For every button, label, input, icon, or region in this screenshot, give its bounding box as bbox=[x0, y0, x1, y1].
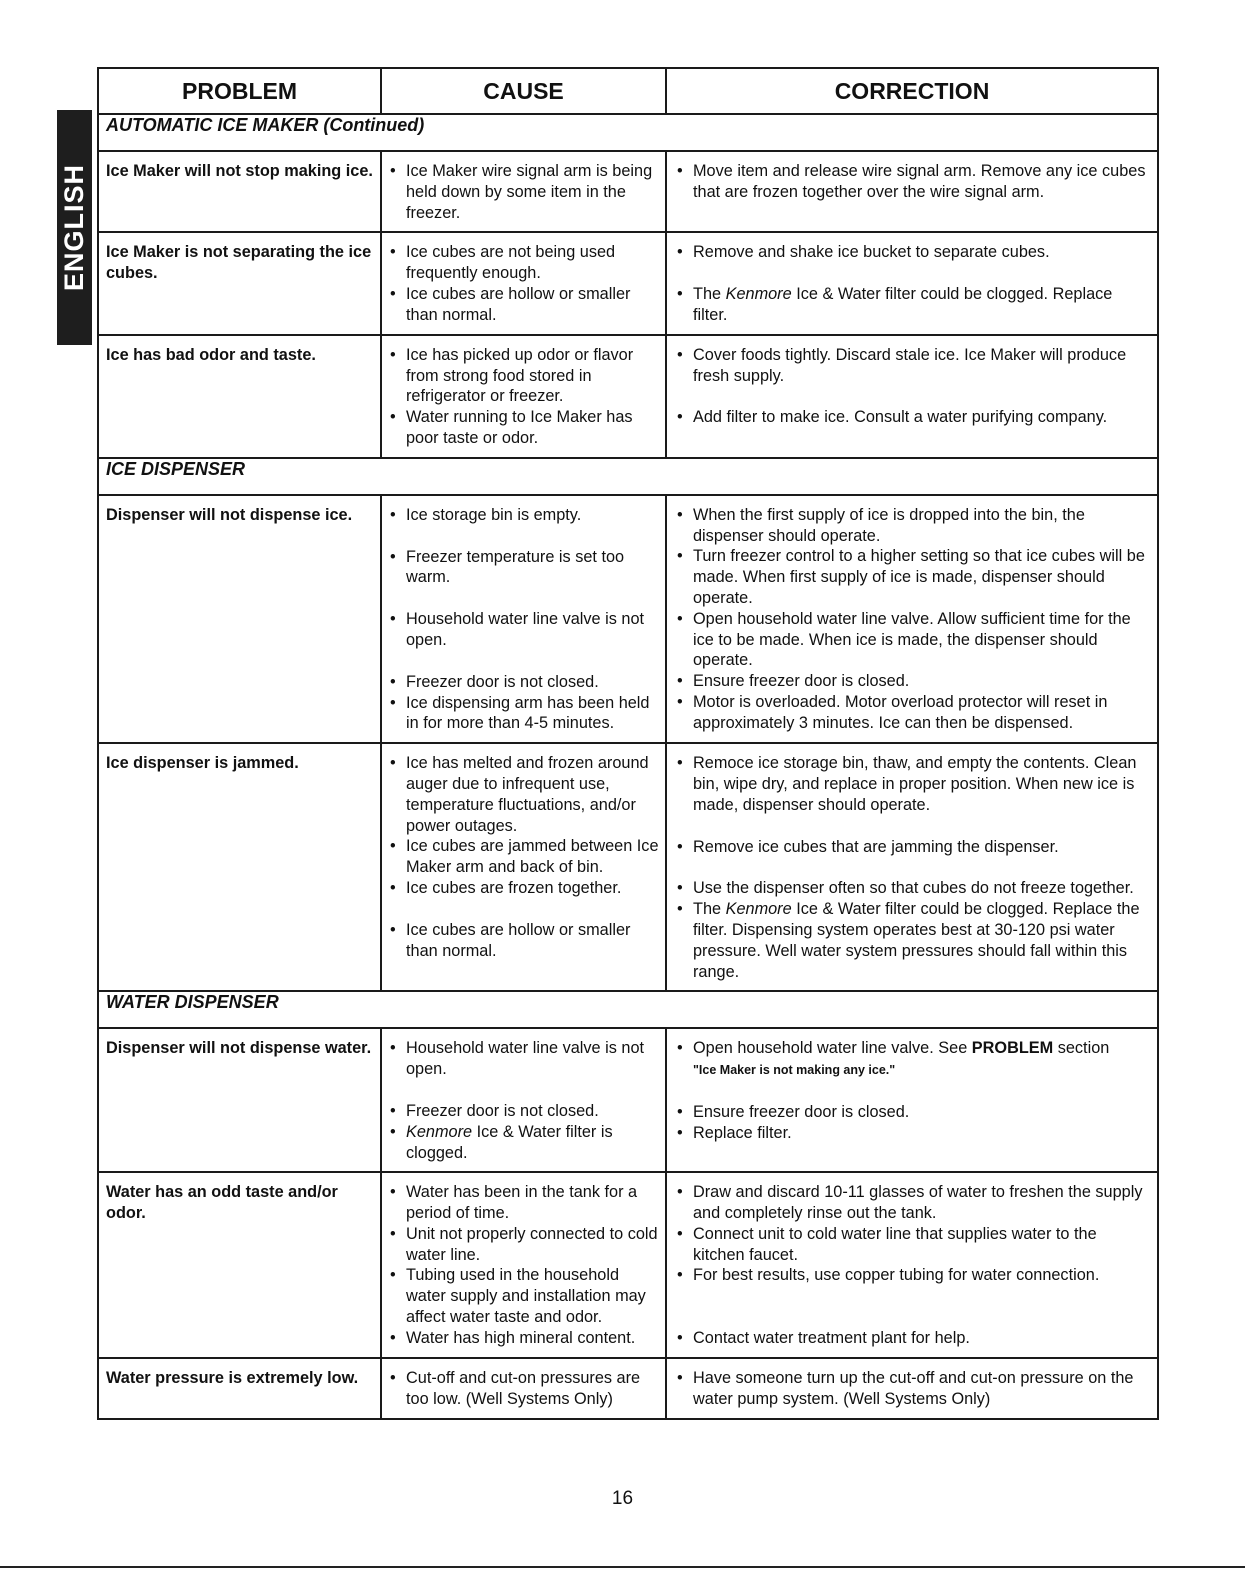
cause-item: • Ice cubes are hollow or smaller than normal. bbox=[390, 284, 661, 326]
cause-cell bbox=[381, 743, 666, 991]
cause-cell bbox=[381, 1172, 666, 1358]
cause-item: • Ice has melted and frozen around auger due to infrequent use, temperature fluctuations, and/or power outages. bbox=[390, 753, 661, 836]
correction-cell bbox=[666, 1172, 1158, 1358]
correction-item: • Use the dispenser often so that cubes do not freeze together. bbox=[677, 878, 1149, 899]
correction-item: • Move item and release wire signal arm. Remove any ice cubes that are frozen together over the wire signal arm. bbox=[677, 161, 1149, 203]
correction-item bbox=[677, 284, 1149, 326]
cause-cell bbox=[381, 1358, 666, 1419]
table-row bbox=[98, 335, 1158, 458]
correction-cell bbox=[666, 1358, 1158, 1419]
cause-item: • Ice dispensing arm has been held in for more than 4-5 minutes. bbox=[390, 693, 661, 735]
table-row bbox=[98, 1358, 1158, 1419]
correction-item: • Remove ice cubes that are jamming the dispenser. bbox=[677, 837, 1149, 858]
section-ice-dispenser: ICE DISPENSER bbox=[98, 458, 1158, 495]
table-row bbox=[98, 151, 1158, 232]
cause-item: • Water running to Ice Maker has poor taste or odor. bbox=[390, 407, 661, 449]
cause-item: • Ice Maker wire signal arm is being held down by some item in the freezer. bbox=[390, 161, 661, 223]
brand-name: Kenmore bbox=[406, 1122, 473, 1141]
correction-text: The bbox=[693, 900, 726, 919]
correction-item: • Add filter to make ice. Consult a water purifying company. bbox=[677, 407, 1149, 428]
correction-item: • Connect unit to cold water line that supplies water to the kitchen faucet. bbox=[677, 1224, 1149, 1266]
cause-item: • Ice storage bin is empty. bbox=[390, 505, 661, 526]
section-row bbox=[98, 114, 1158, 151]
correction-cell bbox=[666, 495, 1158, 743]
header-row bbox=[98, 68, 1158, 114]
cause-item: • Ice cubes are not being used frequently enough. bbox=[390, 242, 661, 284]
cause-cell bbox=[381, 335, 666, 458]
problem-cell: Dispenser will not dispense ice. bbox=[98, 495, 381, 743]
cause-item: • Freezer door is not closed. bbox=[390, 672, 661, 693]
correction-cell bbox=[666, 743, 1158, 991]
brand-name: Kenmore bbox=[725, 285, 792, 304]
table-row bbox=[98, 495, 1158, 743]
cause-item: • Tubing used in the household water supply and installation may affect water taste and odor. bbox=[390, 1265, 661, 1327]
problem-cell: Dispenser will not dispense water. bbox=[98, 1028, 381, 1172]
cause-cell bbox=[381, 232, 666, 334]
correction-text: Ice & Water filter could be clogged. Replace filter. bbox=[693, 285, 1113, 324]
cause-item: • Water has been in the tank for a period of time. bbox=[390, 1182, 661, 1224]
cause-text: Ice & Water filter is clogged. bbox=[406, 1122, 613, 1162]
correction-cell bbox=[666, 232, 1158, 334]
problem-cell: Ice Maker is not separating the ice cubes. bbox=[98, 232, 381, 334]
section-row bbox=[98, 991, 1158, 1028]
problem-cell: Water pressure is extremely low. bbox=[98, 1358, 381, 1419]
problem-cell: Ice dispenser is jammed. bbox=[98, 743, 381, 991]
cause-item bbox=[390, 1122, 661, 1164]
table-row bbox=[98, 743, 1158, 991]
table-row bbox=[98, 232, 1158, 334]
cause-item: • Freezer door is not closed. bbox=[390, 1101, 661, 1122]
section-ice-maker: AUTOMATIC ICE MAKER (Continued) bbox=[98, 114, 1158, 151]
correction-item: • Replace filter. bbox=[677, 1123, 1149, 1144]
correction-text: Open household water line valve. See bbox=[693, 1039, 972, 1058]
header-problem: PROBLEM bbox=[98, 68, 381, 114]
correction-cell bbox=[666, 335, 1158, 458]
language-tab-label: ENGLISH bbox=[59, 163, 90, 292]
correction-item: • Contact water treatment plant for help. bbox=[677, 1328, 1149, 1349]
problem-reference: PROBLEM bbox=[971, 1039, 1054, 1058]
correction-text: The bbox=[693, 285, 726, 304]
cause-item: • Ice cubes are frozen together. bbox=[390, 878, 661, 899]
correction-item: • Open household water line valve. Allow sufficient time for the ice to be made. When ice is made, the dispenser should operate. bbox=[677, 609, 1149, 671]
correction-item: • Ensure freezer door is closed. bbox=[677, 671, 1149, 692]
correction-item: • Have someone turn up the cut-off and cut-on pressure on the water pump system. (Well Systems Only) bbox=[677, 1368, 1149, 1410]
language-tab bbox=[57, 110, 92, 345]
cause-item: • Household water line valve is not open. bbox=[390, 1038, 661, 1080]
section-water-dispenser: WATER DISPENSER bbox=[98, 991, 1158, 1028]
correction-item: • Motor is overloaded. Motor overload protector will reset in approximately 3 minutes. Ice can then be dispensed. bbox=[677, 692, 1149, 734]
cause-cell bbox=[381, 151, 666, 232]
correction-text: section bbox=[1053, 1039, 1110, 1058]
table-row bbox=[98, 1028, 1158, 1172]
page-number: 16 bbox=[611, 1488, 634, 1509]
correction-item: • Draw and discard 10-11 glasses of water to freshen the supply and completely rinse out the tank. bbox=[677, 1182, 1149, 1224]
header-correction: CORRECTION bbox=[666, 68, 1158, 114]
problem-cell: Ice Maker will not stop making ice. bbox=[98, 151, 381, 232]
cause-cell bbox=[381, 1028, 666, 1172]
cause-cell bbox=[381, 495, 666, 743]
cause-item: • Ice cubes are jammed between Ice Maker arm and back of bin. bbox=[390, 836, 661, 878]
cause-item: • Water has high mineral content. bbox=[390, 1328, 661, 1349]
troubleshooting-table bbox=[97, 67, 1159, 1420]
cause-item: • Ice has picked up odor or flavor from strong food stored in refrigerator or freezer. bbox=[390, 345, 661, 407]
correction-item: • Cover foods tightly. Discard stale ice. Ice Maker will produce fresh supply. bbox=[677, 345, 1149, 387]
problem-reference-note: "Ice Maker is not making any ice." bbox=[693, 1063, 896, 1078]
brand-name: Kenmore bbox=[725, 900, 792, 919]
problem-cell: Ice has bad odor and taste. bbox=[98, 335, 381, 458]
correction-item: • When the first supply of ice is dropped into the bin, the dispenser should operate. bbox=[677, 505, 1149, 547]
section-row bbox=[98, 458, 1158, 495]
header-cause: CAUSE bbox=[381, 68, 666, 114]
correction-item: • For best results, use copper tubing for water connection. bbox=[677, 1265, 1149, 1286]
correction-item: • Ensure freezer door is closed. bbox=[677, 1102, 1149, 1123]
correction-cell bbox=[666, 151, 1158, 232]
cause-item: • Freezer temperature is set too warm. bbox=[390, 547, 661, 589]
problem-cell: Water has an odd taste and/or odor. bbox=[98, 1172, 381, 1358]
cause-item: • Household water line valve is not open. bbox=[390, 609, 661, 651]
table-row bbox=[98, 1172, 1158, 1358]
correction-item bbox=[677, 1038, 1149, 1081]
correction-item: • Remoce ice storage bin, thaw, and empty the contents. Clean bin, wipe dry, and replace in proper position. When new ice is made, dispenser should operate. bbox=[677, 753, 1149, 815]
cause-item: • Unit not properly connected to cold water line. bbox=[390, 1224, 661, 1266]
correction-text: Ice & Water filter could be clogged. Replace the filter. Dispensing system operates best at 30-120 psi water pressure. Well water system pressures should fall within this range. bbox=[693, 900, 1140, 981]
bottom-rule bbox=[0, 1566, 1245, 1568]
correction-cell bbox=[666, 1028, 1158, 1172]
correction-item: • Turn freezer control to a higher setting so that ice cubes will be made. When first supply of ice is made, dispenser should operate. bbox=[677, 546, 1149, 608]
cause-item: • Cut-off and cut-on pressures are too low. (Well Systems Only) bbox=[390, 1368, 661, 1410]
correction-item bbox=[677, 899, 1149, 982]
cause-item: • Ice cubes are hollow or smaller than normal. bbox=[390, 920, 661, 962]
correction-item: • Remove and shake ice bucket to separate cubes. bbox=[677, 242, 1149, 263]
